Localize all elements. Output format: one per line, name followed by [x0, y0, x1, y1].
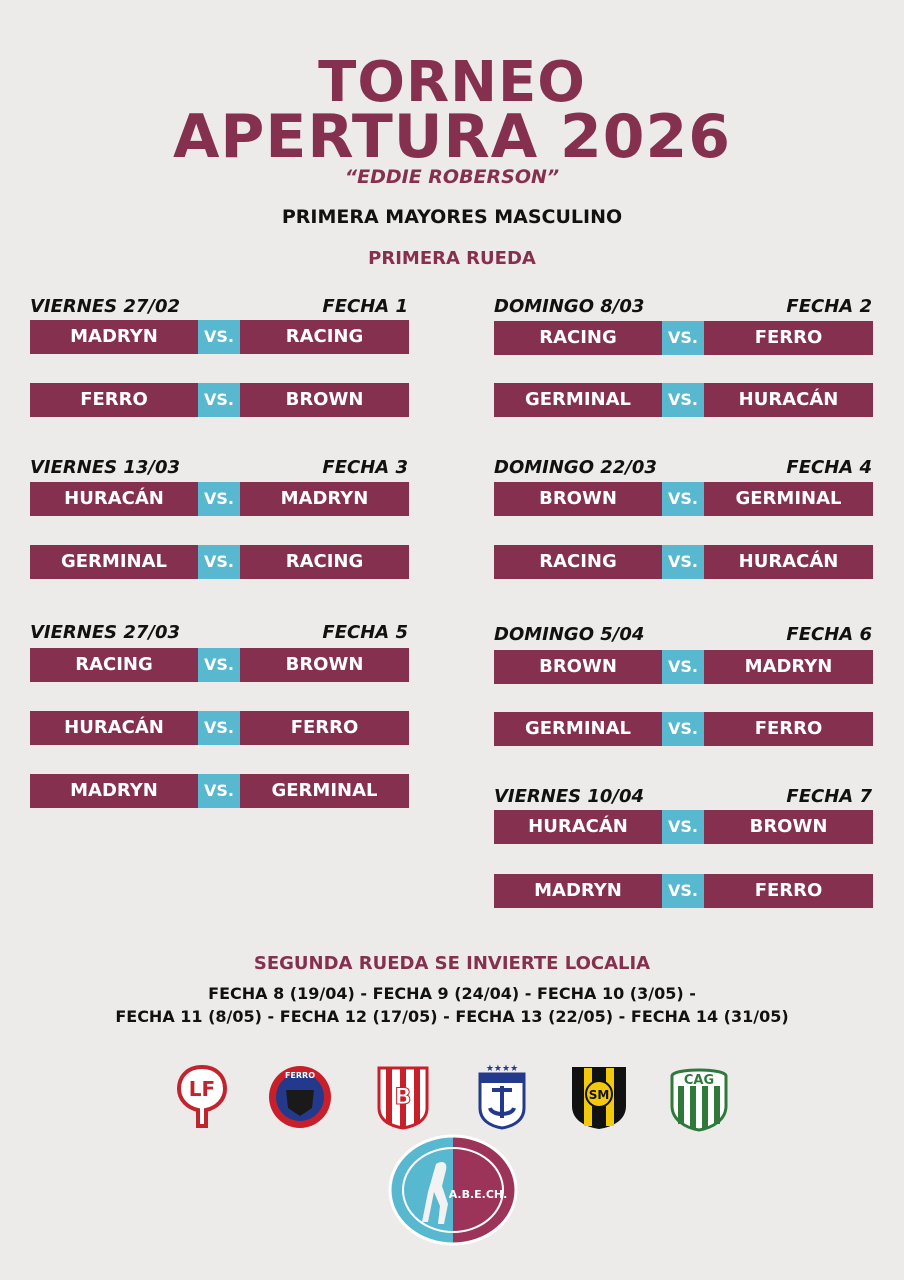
- club-logo-germinal-text: CAG: [683, 1073, 715, 1088]
- club-logo-sm-text: SM: [588, 1088, 610, 1102]
- club-logo-ferro-text: FERRO: [284, 1071, 316, 1080]
- home-team: MADRYN: [30, 774, 198, 808]
- away-team: RACING: [240, 320, 409, 354]
- home-team: RACING: [494, 321, 662, 355]
- home-team: MADRYN: [494, 874, 662, 908]
- club-logo-brown-text: B: [394, 1085, 412, 1110]
- away-team: HURACÁN: [704, 545, 873, 579]
- fecha-header: [494, 786, 872, 810]
- match-row: [494, 383, 873, 417]
- fecha-date: DOMINGO 8/03: [494, 296, 645, 317]
- match-row: [30, 545, 409, 579]
- fecha-date: VIERNES 13/03: [30, 457, 181, 478]
- away-team: BROWN: [240, 383, 409, 417]
- match-row: [494, 545, 873, 579]
- match-row: [30, 383, 409, 417]
- title-apertura: APERTURA 2026: [172, 102, 732, 172]
- fecha-number: FECHA 2: [786, 296, 872, 317]
- home-team: GERMINAL: [494, 712, 662, 746]
- match-row: [30, 320, 409, 354]
- match-row: [494, 874, 873, 908]
- home-team: HURACÁN: [30, 482, 198, 516]
- away-team: BROWN: [240, 648, 409, 682]
- vs-badge: VS.: [662, 712, 704, 746]
- second-round-dates-line1: FECHA 8 (19/04) - FECHA 9 (24/04) - FECHA 10 (3/05) -: [208, 984, 696, 1003]
- club-logo-ferro: [266, 1064, 334, 1130]
- fecha-date: VIERNES 10/04: [494, 786, 645, 807]
- home-team: GERMINAL: [494, 383, 662, 417]
- match-row: [494, 810, 873, 844]
- away-team: GERMINAL: [704, 482, 873, 516]
- category-label: PRIMERA MAYORES MASCULINO: [281, 206, 623, 228]
- home-team: HURACÁN: [494, 810, 662, 844]
- match-row: [494, 482, 873, 516]
- away-team: HURACÁN: [704, 383, 873, 417]
- fecha-number: FECHA 4: [786, 457, 872, 478]
- match-row: [30, 482, 409, 516]
- club-logo-lf: [176, 1064, 228, 1130]
- home-team: GERMINAL: [30, 545, 198, 579]
- away-team: MADRYN: [704, 650, 873, 684]
- fecha-date: VIERNES 27/02: [30, 296, 181, 317]
- vs-badge: VS.: [198, 482, 240, 516]
- fecha-header: [30, 457, 408, 481]
- fecha-date: DOMINGO 5/04: [494, 624, 645, 645]
- vs-badge: VS.: [662, 482, 704, 516]
- association-logo: [388, 1134, 518, 1246]
- vs-badge: VS.: [662, 545, 704, 579]
- away-team: FERRO: [704, 712, 873, 746]
- fecha-header: [30, 296, 408, 320]
- vs-badge: VS.: [198, 711, 240, 745]
- vs-badge: VS.: [662, 874, 704, 908]
- round-label: PRIMERA RUEDA: [368, 248, 536, 269]
- svg-text:★★★★: ★★★★: [485, 1064, 519, 1074]
- match-row: [494, 650, 873, 684]
- fecha-number: FECHA 3: [322, 457, 408, 478]
- club-logo-brown: [376, 1064, 430, 1130]
- away-team: FERRO: [240, 711, 409, 745]
- home-team: RACING: [30, 648, 198, 682]
- fecha-header: [494, 624, 872, 648]
- away-team: GERMINAL: [240, 774, 409, 808]
- club-logo-racing: [476, 1062, 528, 1130]
- vs-badge: VS.: [198, 383, 240, 417]
- club-logo-germinal: [668, 1064, 730, 1132]
- second-round-dates-line2: FECHA 11 (8/05) - FECHA 12 (17/05) - FECHA 13 (22/05) - FECHA 14 (31/05): [115, 1007, 789, 1026]
- vs-badge: VS.: [662, 321, 704, 355]
- fecha-header: [494, 457, 872, 481]
- match-row: [30, 648, 409, 682]
- away-team: MADRYN: [240, 482, 409, 516]
- fecha-number: FECHA 7: [786, 786, 872, 807]
- vs-badge: VS.: [198, 648, 240, 682]
- home-team: HURACÁN: [30, 711, 198, 745]
- fecha-number: FECHA 6: [786, 624, 872, 645]
- club-logo-lf-text: LF: [188, 1077, 216, 1101]
- home-team: FERRO: [30, 383, 198, 417]
- fecha-number: FECHA 5: [322, 622, 408, 643]
- away-team: BROWN: [704, 810, 873, 844]
- home-team: BROWN: [494, 482, 662, 516]
- fecha-number: FECHA 1: [322, 296, 408, 317]
- vs-badge: VS.: [198, 545, 240, 579]
- title-torneo: TORNEO: [318, 50, 586, 115]
- vs-badge: VS.: [662, 810, 704, 844]
- home-team: BROWN: [494, 650, 662, 684]
- match-row: [494, 712, 873, 746]
- match-row: [494, 321, 873, 355]
- match-row: [30, 711, 409, 745]
- vs-badge: VS.: [198, 320, 240, 354]
- fecha-date: DOMINGO 22/03: [494, 457, 657, 478]
- home-team: RACING: [494, 545, 662, 579]
- match-row: [30, 774, 409, 808]
- association-logo-text: A.B.E.CH.: [448, 1188, 508, 1201]
- club-logo-san-martin: [570, 1064, 628, 1130]
- fecha-header: [30, 622, 408, 646]
- vs-badge: VS.: [198, 774, 240, 808]
- away-team: FERRO: [704, 874, 873, 908]
- fecha-date: VIERNES 27/03: [30, 622, 181, 643]
- second-round-title: SEGUNDA RUEDA SE INVIERTE LOCALIA: [253, 953, 651, 974]
- vs-badge: VS.: [662, 650, 704, 684]
- away-team: FERRO: [704, 321, 873, 355]
- fecha-header: [494, 296, 872, 320]
- tournament-subtitle: “EDDIE ROBERSON”: [344, 166, 560, 188]
- home-team: MADRYN: [30, 320, 198, 354]
- vs-badge: VS.: [662, 383, 704, 417]
- away-team: RACING: [240, 545, 409, 579]
